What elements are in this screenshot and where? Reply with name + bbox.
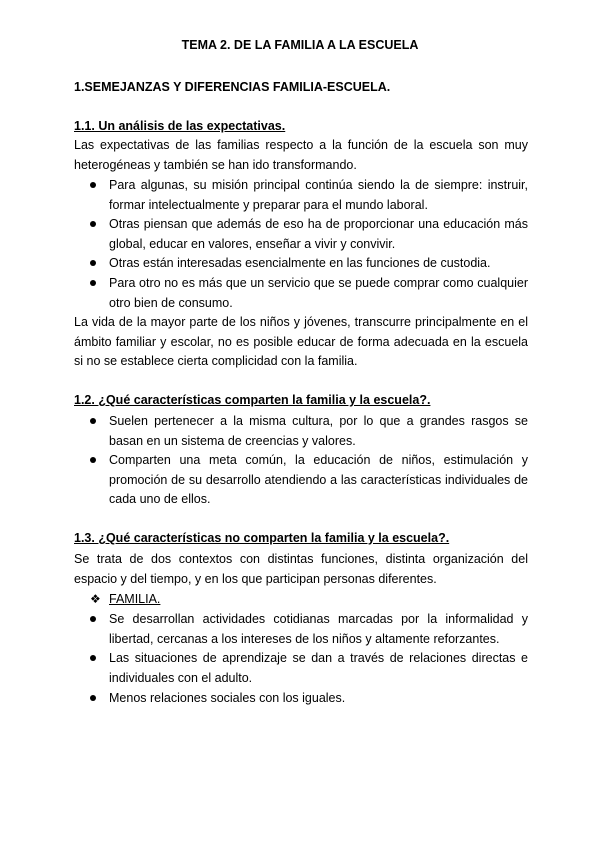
list-item-text: Menos relaciones sociales con los iguales. bbox=[109, 691, 346, 705]
bullet-icon bbox=[90, 418, 96, 424]
bullet-icon bbox=[90, 457, 96, 463]
list-item bbox=[90, 215, 528, 254]
list-item-text: Otras piensan que además de eso ha de proporcionar una educación más global, educar en valores, enseñar a vivir y convivir. bbox=[109, 217, 528, 251]
bullet-icon bbox=[90, 260, 96, 266]
main-heading: 1.SEMEJANZAS Y DIFERENCIAS FAMILIA-ESCUELA. bbox=[74, 80, 391, 94]
diamond-bullet-icon: ❖ bbox=[90, 592, 101, 606]
section-1-2-heading: 1.2. ¿Qué características comparten la familia y la escuela?. bbox=[74, 393, 431, 407]
list-item-text: Suelen pertenecer a la misma cultura, por lo que a grandes rasgos se basan en un sistema de creencias y valores. bbox=[109, 414, 528, 448]
bullet-icon bbox=[90, 280, 96, 286]
list-item-text: Se desarrollan actividades cotidianas marcadas por la informalidad y libertad, cercanas a los intereses de los niños y altamente reforzantes. bbox=[109, 612, 528, 646]
list-item bbox=[90, 451, 528, 510]
bullet-icon bbox=[90, 616, 96, 622]
subheading-text: FAMILIA. bbox=[109, 592, 161, 606]
section-1-1-intro: Las expectativas de las familias respecto a la función de la escuela son muy heterogéneas y también se han ido transformando. bbox=[74, 138, 528, 172]
list-item bbox=[90, 649, 528, 688]
list-item bbox=[90, 689, 528, 709]
list-item bbox=[90, 274, 528, 313]
list-item-text: Para algunas, su misión principal continúa siendo la de siempre: instruir, formar intelectualmente y preparar para el mundo laboral. bbox=[109, 178, 528, 212]
list-item bbox=[90, 610, 528, 649]
page-title: TEMA 2. DE LA FAMILIA A LA ESCUELA bbox=[181, 38, 419, 52]
list-item-text: Las situaciones de aprendizaje se dan a través de relaciones directas e individuales con el adulto. bbox=[109, 651, 528, 685]
bullet-icon bbox=[90, 655, 96, 661]
list-item bbox=[90, 254, 528, 274]
bullet-icon bbox=[90, 182, 96, 188]
bullet-icon bbox=[90, 221, 96, 227]
list-item-text: Otras están interesadas esencialmente en las funciones de custodia. bbox=[109, 256, 491, 270]
section-1-1-heading: 1.1. Un análisis de las expectativas. bbox=[74, 119, 286, 133]
list-item bbox=[90, 176, 528, 215]
section-1-1-outro: La vida de la mayor parte de los niños y jóvenes, transcurre principalmente en el ámbito familiar y escolar, no es posible educar de forma adecuada en la escuela si no se establece cierta complicidad con la familia. bbox=[74, 315, 528, 368]
list-item-text: Comparten una meta común, la educación de niños, estimulación y promoción de su desarrollo atendiendo a las características individuales de cada uno de ellos. bbox=[109, 453, 528, 506]
bullet-icon bbox=[90, 695, 96, 701]
section-1-3-heading: 1.3. ¿Qué características no comparten la familia y la escuela?. bbox=[74, 531, 450, 545]
list-item bbox=[90, 412, 528, 451]
section-1-3-intro: Se trata de dos contextos con distintas funciones, distinta organización del espacio y del tiempo, y en los que participan personas diferentes. bbox=[74, 552, 528, 586]
list-item-text: Para otro no es más que un servicio que se puede comprar como cualquier otro bien de consumo. bbox=[109, 276, 528, 310]
subheading-familia bbox=[90, 590, 528, 610]
